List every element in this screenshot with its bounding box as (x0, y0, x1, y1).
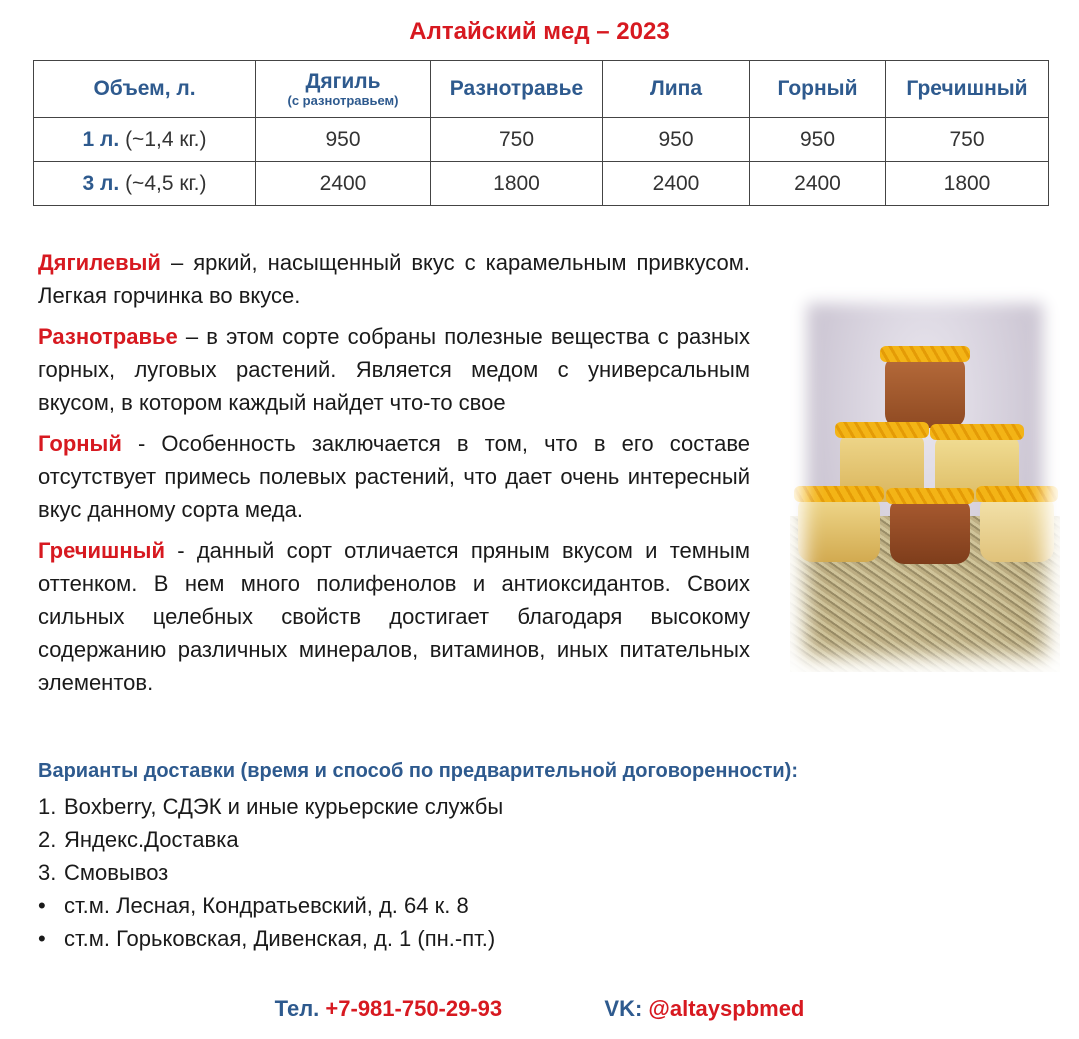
price-cell: 750 (886, 118, 1049, 162)
photo-vignette (790, 286, 1060, 672)
list-item: • ст.м. Горьковская, Дивенская, д. 1 (пн.-пт.) (38, 926, 496, 951)
honey-jars-photo (790, 286, 1060, 672)
header-volume: Объем, л. (34, 61, 256, 118)
description-gorny: Горный - Особенность заключается в том, что в его составе отсутствует примесь полевых растений, что дает очень интересный вкус данному сорта меда. (38, 431, 750, 522)
delivery-title: Варианты доставки (время и способ по предварительной договоренности): (38, 760, 798, 782)
header-raznotravye: Разнотравье (431, 61, 603, 118)
description-grechishny: Гречишный - данный сорт отличается пряным вкусом и темным оттенком. В нем много полифенолов и антиоксидантов. Своих сильных целебных свойств достигает благодаря высокому содержанию различных минералов, витаминов, иных питательных элементов. (38, 538, 750, 695)
price-cell: 1800 (431, 162, 603, 206)
list-item: 2. Яндекс.Доставка (38, 827, 239, 852)
page-title: Алтайский мед – 2023 (409, 18, 670, 45)
price-cell: 2400 (750, 162, 886, 206)
price-cell: 2400 (256, 162, 431, 206)
contacts (0, 996, 1079, 1022)
list-item: • ст.м. Лесная, Кондратьевский, д. 64 к. 8 (38, 893, 469, 918)
list-item: 1. Boxberry, СДЭК и иные курьерские службы (38, 794, 504, 819)
header-dyagil: Дягиль (с разнотравьем) (256, 61, 431, 118)
table-header-row (34, 61, 1049, 118)
table-row (34, 162, 1049, 206)
price-table (33, 60, 1049, 206)
honey-descriptions (38, 246, 750, 707)
list-item: 3. Смовывоз (38, 860, 169, 885)
header-dyagil-sub: (с разнотравьем) (287, 92, 399, 108)
price-cell: 950 (603, 118, 750, 162)
header-gorny: Горный (750, 61, 886, 118)
header-grechishny: Гречишный (886, 61, 1049, 118)
price-cell: 2400 (603, 162, 750, 206)
price-cell: 950 (750, 118, 886, 162)
header-lipa: Липа (603, 61, 750, 118)
table-row (34, 118, 1049, 162)
description-dyagil: Дягилевый – яркий, насыщенный вкус с карамельным привкусом. Легкая горчинка во вкусе. (38, 250, 750, 308)
price-cell: 950 (256, 118, 431, 162)
price-cell: 1800 (886, 162, 1049, 206)
vk-handle[interactable]: @altayspbmed (648, 996, 805, 1021)
vk-label: VK: (604, 996, 643, 1021)
delivery-list (38, 790, 503, 955)
price-cell: 750 (431, 118, 603, 162)
phone-label: Тел. (274, 996, 320, 1021)
description-raznotravye: Разнотравье – в этом сорте собраны полезные вещества с разных горных, луговых растений. Является медом с универсальным вкусом, в котором каждый найдет что-то свое (38, 324, 750, 415)
volume-cell: 3 л. (~4,5 кг.) (34, 162, 256, 206)
phone-number[interactable]: +7-981-750-29-93 (325, 996, 503, 1021)
volume-cell: 1 л. (~1,4 кг.) (34, 118, 256, 162)
